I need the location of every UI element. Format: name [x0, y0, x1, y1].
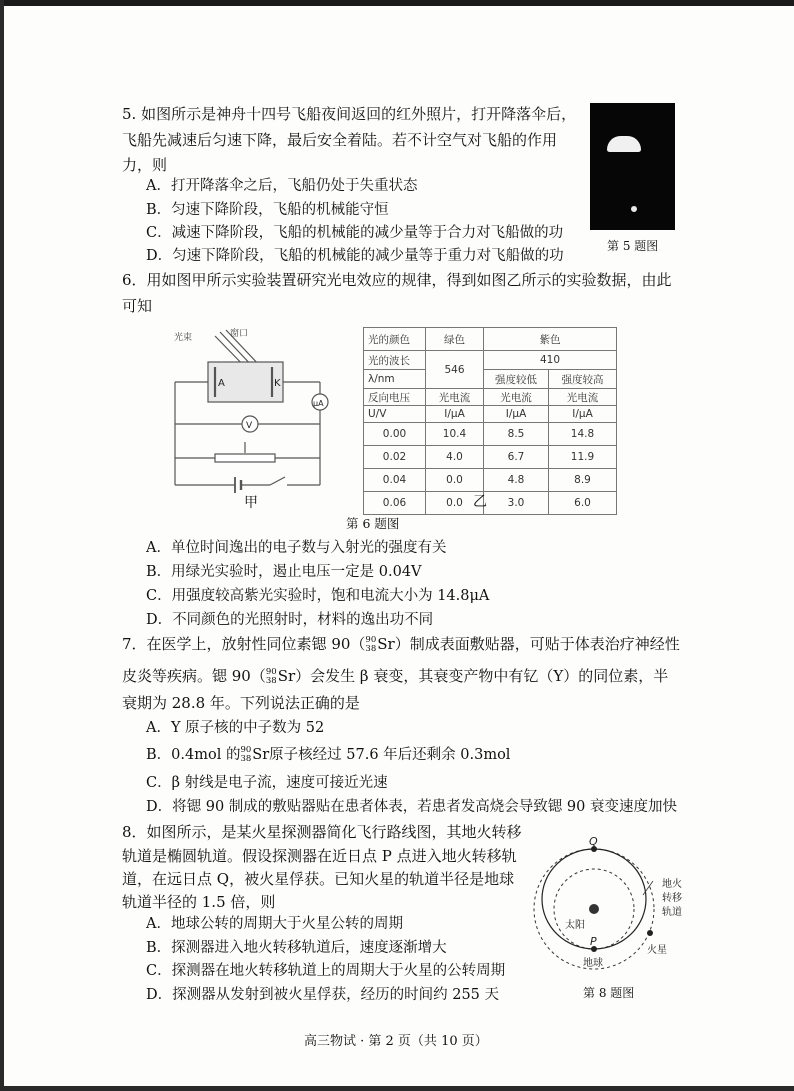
table-cell: 4.0 — [426, 446, 484, 469]
transfer-orbit-label: 转移 — [662, 893, 682, 904]
q5-option-d: D．匀速下降阶段，飞船的机械能的减少量等于重力对飞船做的功 — [146, 248, 564, 264]
q6-figure-jia-circuit — [160, 322, 340, 502]
atomic-number: 38 — [265, 676, 277, 686]
table-header-cell: 光的波长 — [364, 351, 426, 370]
q8-stem-line2: 轨道是椭圆轨道。假设探测器在近日点 P 点进入地火转移轨 — [122, 847, 517, 865]
point-p-label: P — [590, 935, 597, 948]
cathode-label: K — [274, 378, 281, 389]
element-symbol: Sr — [252, 747, 270, 763]
q6-stem-line1: 6．用如图甲所示实验装置研究光电效应的规律，得到如图乙所示的实验数据，由此 — [122, 271, 672, 289]
q5-option-b: B．匀速下降阶段，飞船的机械能守恒 — [146, 202, 389, 218]
table-cell: 410 — [484, 351, 617, 370]
q5-option-a: A．打开降落伞之后，飞船仍处于失重状态 — [146, 178, 418, 194]
table-cell: 11.9 — [549, 446, 617, 469]
q8-stem-line1: 8．如图所示，是某火星探测器简化飞行路线图，其地火转移 — [122, 823, 522, 841]
transfer-orbit — [542, 849, 646, 949]
table-header-cell: 光电流 — [484, 389, 549, 406]
q6-stem-line2: 可知 — [122, 297, 153, 315]
q6-caption: 第 6 题图 — [346, 516, 400, 531]
window-label: 窗口 — [230, 329, 249, 339]
table-row — [364, 351, 617, 370]
table-header-cell: 强度较高 — [549, 370, 617, 389]
table-row — [364, 328, 617, 351]
q7-text: ）会发生 β 衰变，其衰变产物中有钇（Y）的同位素，半 — [295, 667, 669, 685]
table-cell: 0.06 — [364, 492, 426, 515]
table-cell: 546 — [426, 351, 484, 389]
table-cell: 3.0 — [484, 492, 549, 515]
rheostat-icon — [215, 454, 275, 462]
scan-edge-left — [0, 0, 4, 1091]
scan-edge-bottom — [0, 1086, 794, 1091]
sun-label: 太阳 — [565, 920, 585, 931]
table-header-cell: 绿色 — [426, 328, 484, 351]
q7-text: ）制成表面敷贴器，可贴于体表治疗神经性 — [394, 635, 680, 653]
q7-text: 皮炎等疾病。锶 90（ — [122, 667, 266, 685]
q7-option-d: D．将锶 90 制成的敷贴器贴在患者体表，若患者发高烧会导致锶 90 衰变速度加快 — [146, 799, 677, 815]
atomic-number: 38 — [240, 754, 252, 764]
q6-option-d: D．不同颜色的光照射时，材料的逸出功不同 — [146, 612, 434, 628]
q8-option-b: B．探测器进入地火转移轨道后，速度逐渐增大 — [146, 940, 447, 956]
table-cell: 0.0 — [426, 492, 484, 515]
q7-option-a: A．Y 原子核的中子数为 52 — [146, 720, 325, 736]
table-cell: 8.9 — [549, 469, 617, 492]
table-cell: 0.00 — [364, 423, 426, 446]
table-row — [364, 469, 617, 492]
q8-stem-line4: 轨道半径的 1.5 倍，则 — [122, 893, 276, 911]
table-header-cell: U/V — [364, 406, 426, 423]
table-cell: 10.4 — [426, 423, 484, 446]
q6-option-a: A．单位时间逸出的电子数与入射光的强度有关 — [146, 540, 447, 556]
mars-label: 火星 — [647, 945, 667, 956]
table-header-cell: 反向电压 — [364, 389, 426, 406]
table-header-cell: 光电流 — [426, 389, 484, 406]
table-cell: 0.04 — [364, 469, 426, 492]
anode-label: A — [218, 378, 225, 389]
fig-yi-label: 乙 — [473, 494, 487, 510]
table-row — [364, 406, 617, 423]
sun-icon — [589, 904, 599, 914]
table-row — [364, 370, 617, 389]
q8-option-d: D．探测器从发射到被火星俘获，经历的时间约 255 天 — [146, 987, 500, 1003]
q5-option-c: C．减速下降阶段，飞船的机械能的减少量等于合力对飞船做的功 — [146, 225, 564, 241]
table-header-cell: 紫色 — [484, 328, 617, 351]
q5-caption: 第 5 题图 — [607, 239, 659, 253]
atomic-number: 38 — [365, 644, 377, 654]
table-row — [364, 423, 617, 446]
q5-infrared-photo — [590, 103, 675, 230]
q6-option-b: B．用绿光实验时，遏止电压一定是 0.04V — [146, 564, 422, 580]
q8-stem-line3: 道，在远日点 Q，被火星俘获。已知火星的轨道半径是地球 — [122, 870, 515, 888]
spacecraft-image — [631, 206, 637, 212]
table-cell: 8.5 — [484, 423, 549, 446]
transfer-orbit-label: 轨道 — [662, 907, 682, 918]
table-header-cell: I/μA — [426, 406, 484, 423]
table-header-cell: 光电流 — [549, 389, 617, 406]
microammeter-label: μA — [313, 399, 324, 408]
table-header-cell: I/μA — [549, 406, 617, 423]
nuclide-index — [266, 668, 277, 686]
voltmeter-label: V — [246, 421, 253, 431]
transfer-orbit-label: 地火 — [662, 879, 682, 890]
q7-option-b-text: 原子核经过 57.6 年后还剩余 0.3mol — [269, 747, 511, 763]
q8-option-c: C．探测器在地火转移轨道上的周期大于火星的公转周期 — [146, 963, 506, 979]
beam-label: 光束 — [174, 333, 193, 343]
table-cell: 14.8 — [549, 423, 617, 446]
table-cell: 4.8 — [484, 469, 549, 492]
page-footer: 高三物试 · 第 2 页（共 10 页） — [304, 1034, 488, 1049]
table-cell: 0.0 — [426, 469, 484, 492]
earth-label: 地球 — [583, 958, 603, 969]
table-row — [364, 389, 617, 406]
nuclide-index — [365, 636, 376, 654]
q8-option-a: A．地球公转的周期大于火星公转的周期 — [146, 916, 403, 932]
q7-text: 7．在医学上，放射性同位素锶 90（ — [122, 635, 366, 653]
q7-stem-line3: 衰期为 28.8 年。下列说法正确的是 — [122, 694, 360, 712]
table-header-cell: λ/nm — [364, 370, 426, 389]
mass-number: 90 — [240, 745, 252, 755]
mars-icon — [647, 930, 653, 936]
q6-option-c: C．用强度较高紫光实验时，饱和电流大小为 14.8μA — [146, 588, 490, 604]
q7-stem-line1 — [122, 634, 680, 654]
switch-icon — [270, 477, 285, 485]
mass-number: 90 — [265, 667, 277, 677]
table-cell: 6.0 — [549, 492, 617, 515]
parachute-image — [607, 136, 641, 152]
q7-option-b — [146, 745, 510, 765]
q5-stem-line2: 飞船先减速后匀速下降，最后安全着陆。若不计空气对飞船的作用 — [122, 131, 558, 149]
q5-stem-line3: 力，则 — [122, 156, 168, 174]
table-row — [364, 492, 617, 515]
table-cell: 0.02 — [364, 446, 426, 469]
q7-option-c: C．β 射线是电子流，速度可接近光速 — [146, 775, 388, 791]
mass-number: 90 — [365, 635, 377, 645]
point-q-label: Q — [589, 835, 598, 848]
q8-caption: 第 8 题图 — [583, 986, 635, 1000]
table-header-cell: 强度较低 — [484, 370, 549, 389]
table-cell: 6.7 — [484, 446, 549, 469]
table-row — [364, 446, 617, 469]
q7-option-b-text: B．0.4mol 的 — [146, 747, 241, 763]
q8-orbit-diagram — [525, 835, 700, 975]
fig-jia-label: 甲 — [244, 495, 258, 511]
table-header-cell: 光的颜色 — [364, 328, 426, 351]
nuclide-index — [240, 746, 251, 764]
element-symbol: Sr — [277, 667, 296, 685]
scan-edge-top — [0, 0, 794, 6]
q6-data-table — [363, 327, 617, 515]
q7-stem-line2 — [122, 666, 668, 686]
element-symbol: Sr — [377, 635, 395, 653]
q5-stem-line1: 5. 如图所示是神舟十四号飞船夜间返回的红外照片，打开降落伞后， — [122, 105, 577, 123]
table-header-cell: I/μA — [484, 406, 549, 423]
